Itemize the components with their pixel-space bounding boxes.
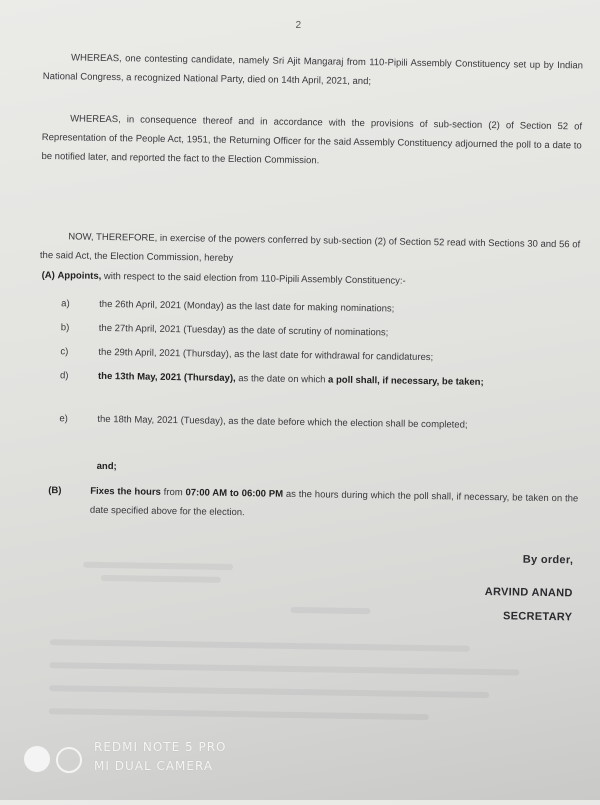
section-b [38, 481, 579, 519]
camera-watermark [24, 736, 284, 788]
item-label: a) [61, 298, 70, 310]
poll-hours: 07:00 AM to 06:00 PM [185, 487, 284, 500]
and-connector: and; [96, 460, 117, 473]
bleed-through-mark [290, 607, 370, 614]
bleed-through-mark [49, 708, 429, 720]
paragraph-whereas-1 [43, 48, 584, 94]
list-item-a [61, 294, 581, 315]
bleed-through-mark [49, 685, 489, 698]
bleed-through-mark [101, 575, 221, 583]
bleed-through-mark [49, 662, 519, 675]
item-text: the 18th May, 2021 (Tuesday), as the date before which the election shall be completed; [97, 413, 468, 431]
item-text: the 26th April, 2021 (Monday) as the last date for making nominations; [99, 298, 395, 315]
item-text [98, 367, 582, 394]
poll-date: the 13th May, 2021 (Thursday), [97, 370, 236, 385]
paragraph-text: NOW, THEREFORE, in exercise of the powers conferred by sub-section (2) of Section 52 read with Sections 30 and 56 of the said Act, the Election Commission, hereby [39, 231, 581, 264]
signatory-name: ARVIND ANAND [484, 585, 573, 600]
paragraph-text: WHEREAS, in consequence thereof and in accordance with the provisions of sub-section (2) of Section 52 of Representation of the People Act, 1951, the Returning Officer for the said Assembly Constituency adjourned the poll to a date to be notified later, and reported the fact to the Election Commission. [41, 113, 583, 167]
section-b-rest: as the hours during which the poll shall, if necessary, be taken on the date specified above for the election. [89, 488, 579, 519]
item-label: b) [60, 322, 70, 334]
watermark-text [94, 738, 226, 776]
item-label: d) [59, 370, 69, 382]
signatory-title: SECRETARY [502, 610, 573, 624]
paragraph-text: WHEREAS, one contesting candidate, namely Sri Ajit Mangaraj from 110-Pipili Assembly Constituency set up by Indian National Congress, a recognized National Party, died on 14th April, 2021, and; [42, 52, 584, 88]
section-a-text: with respect to the said election from 110-Pipili Assembly Constituency:- [103, 270, 406, 287]
section-b-label: (B) [48, 485, 62, 497]
poll-clause: a poll shall, if necessary, be taken; [327, 374, 484, 388]
page-number: 2 [295, 19, 302, 32]
item-label: c) [60, 346, 69, 358]
watermark-line-2: MI DUAL CAMERA [94, 759, 214, 773]
section-a-label: (A) [41, 269, 55, 282]
paragraph-whereas-2 [41, 109, 582, 174]
section-b-text [90, 482, 579, 528]
bleed-through-mark [50, 639, 470, 652]
section-b-fixes: Fixes the hours [90, 485, 161, 498]
list-item-e [59, 409, 580, 431]
section-b-mid: from [160, 486, 186, 499]
section-a-appoints: Appoints, [57, 270, 102, 282]
bleed-through-mark [83, 562, 233, 570]
by-order: By order, [522, 553, 574, 567]
item-label: e) [59, 413, 68, 425]
item-mid-text: as the date on which [235, 373, 329, 386]
watermark-line-1: REDMI NOTE 5 PRO [94, 740, 227, 754]
item-text: the 27th April, 2021 (Tuesday) as the date of scrutiny of nominations; [98, 322, 389, 339]
item-text: the 29th April, 2021 (Thursday), as the last date for withdrawal for candidatures; [98, 346, 434, 364]
